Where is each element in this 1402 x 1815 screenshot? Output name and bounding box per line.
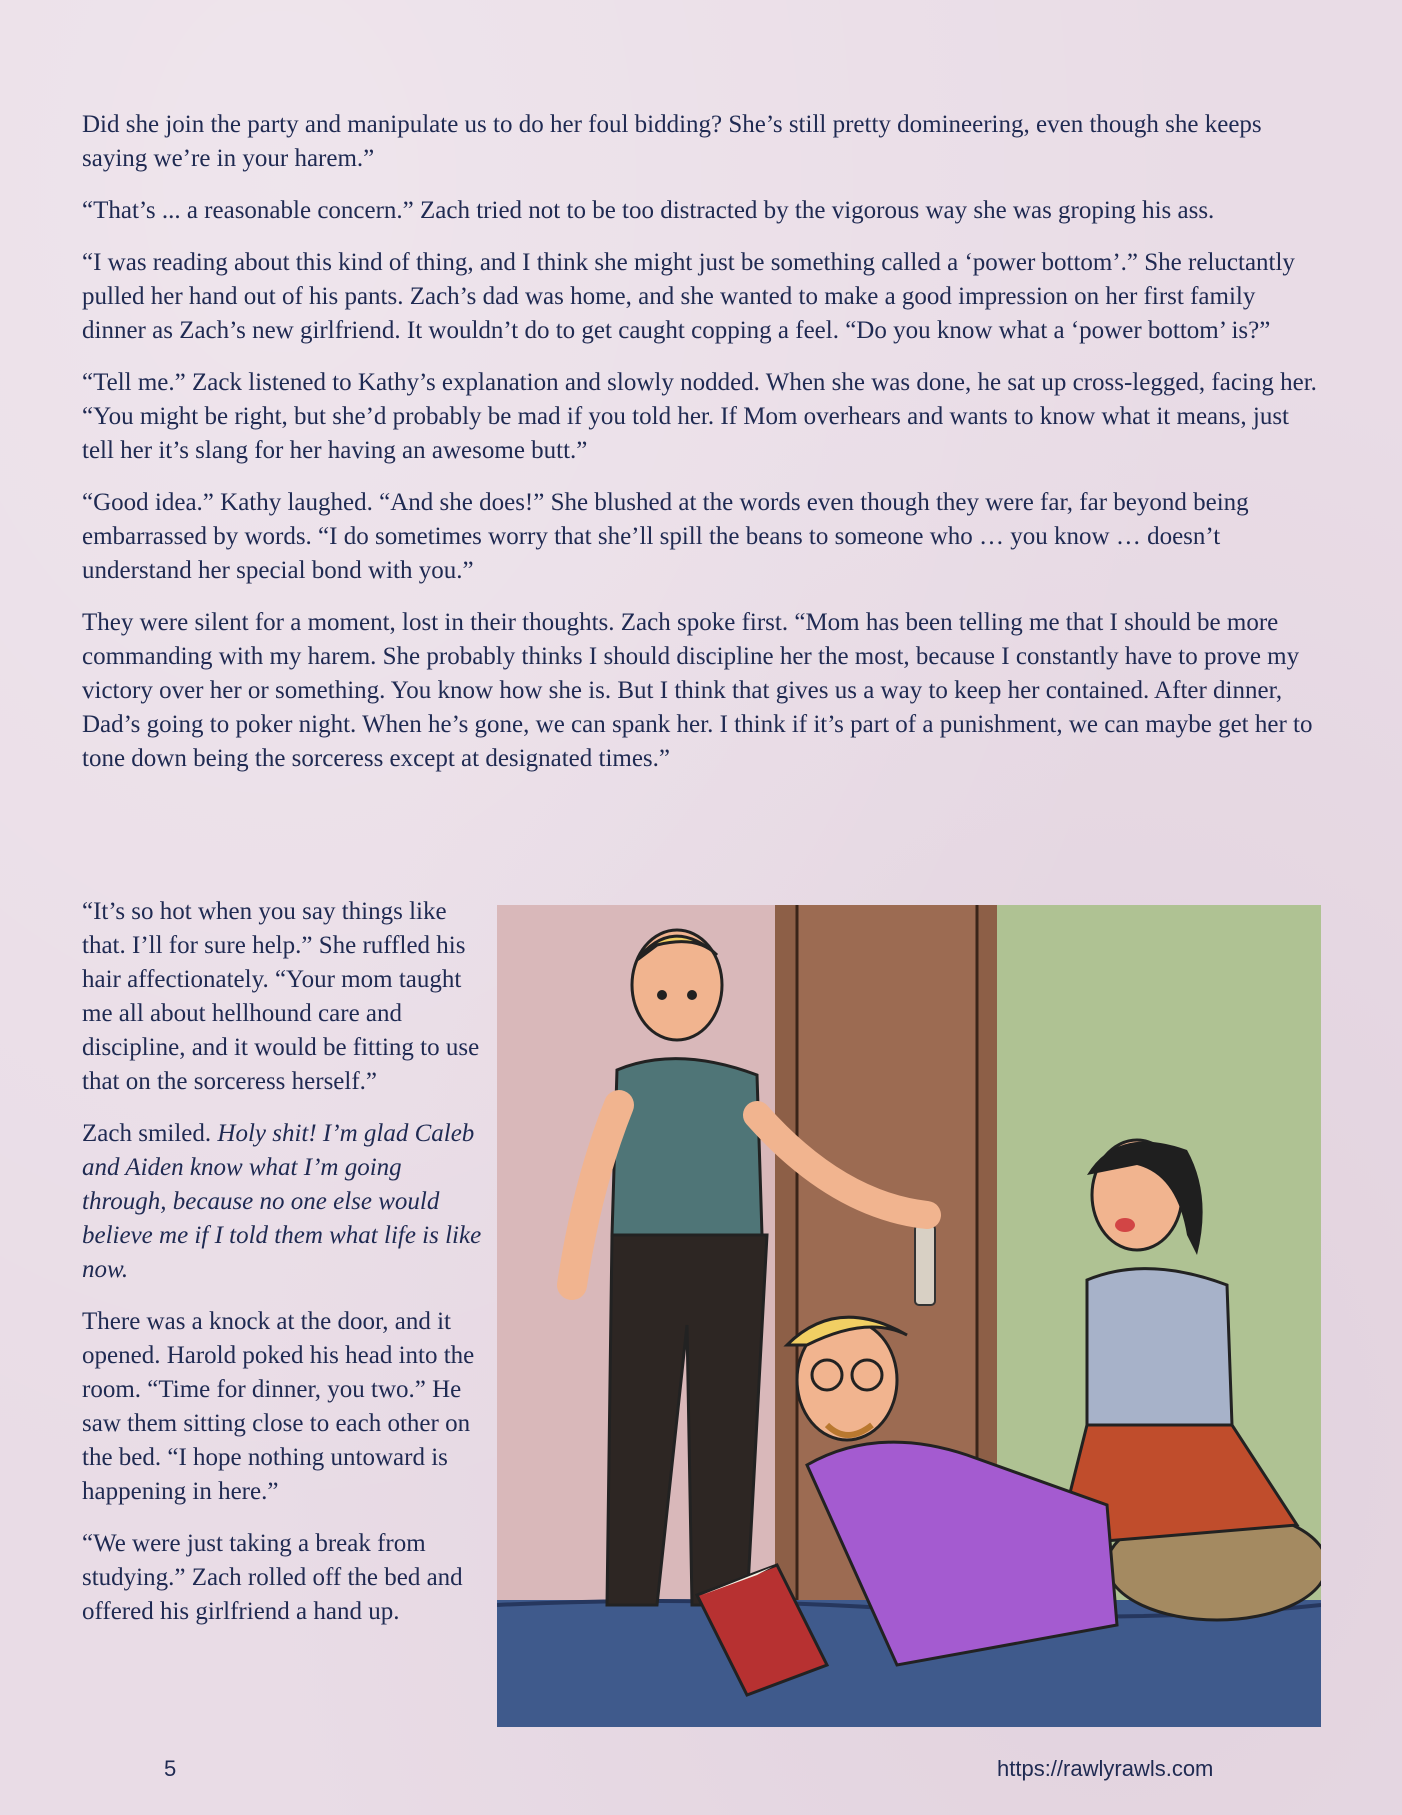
main-text: [82, 108, 1322, 794]
paragraph-plain: Zach smiled.: [82, 1120, 218, 1147]
paragraph: “Tell me.” Zack listened to Kathy’s explanation and slowly nodded. When she was done, he sat up cross-legged, facing her. “You might be right, but she’d probably be mad if you told her. If Mom overhears and wants to know what it means, just tell her it’s slang for her having an awesome butt.”: [82, 369, 1317, 464]
paragraph-italic-thought: Holy shit! I’m glad Caleb and Aiden know what I’m going through, because no one else would believe me if I told them what life is like now.: [82, 1120, 482, 1283]
paragraph: “We were just taking a break from studying.” Zach rolled off the bed and offered his girlfriend a hand up.: [82, 1530, 463, 1625]
paragraph: Did she join the party and manipulate us to do her foul bidding? She’s still pretty domineering, even though she keeps saying we’re in your harem.”: [82, 111, 1262, 172]
paragraph: [82, 1117, 482, 1287]
paragraph: There was a knock at the door, and it opened. Harold poked his head into the room. “Time for dinner, you two.” He saw them sitting close to each other on the bed. “I hope nothing untoward is happening in here.”: [82, 1308, 475, 1505]
paragraph: “It’s so hot when you say things like that. I’ll for sure help.” She ruffled his hair affectionately. “Your mom taught me all about hellhound care and discipline, and it would be fitting to use that on the sorceress herself.”: [82, 898, 480, 1095]
page-number: 5: [164, 1756, 177, 1781]
comic-illustration: [497, 905, 1321, 1727]
left-column: [82, 895, 482, 1647]
footer-url-link[interactable]: https://rawlyrawls.com: [997, 1756, 1214, 1781]
paragraph: “I was reading about this kind of thing, and I think she might just be something called a ‘power bottom’.” She reluctantly pulled her hand out of his pants. Zach’s dad was home, and she wanted to make a good impression on her first family dinner as Zach’s new girlfriend. It wouldn’t do to get caught copping a feel. “Do you know what a ‘power bottom’ is?”: [82, 249, 1295, 344]
paragraph: They were silent for a moment, lost in their thoughts. Zach spoke first. “Mom has been telling me that I should be more commanding with my harem. She probably thinks I should discipline her the most, because I constantly have to prove my victory over her or something. You know how she is. But I think that gives us a way to keep her contained. After dinner, Dad’s going to poker night. When he’s gone, we can spank her. I think if it’s part of a punishment, we can maybe get her to tone down being the sorceress except at designated times.”: [82, 609, 1313, 772]
paragraph: “That’s ... a reasonable concern.” Zach tried not to be too distracted by the vigorous way she was groping his ass.: [82, 197, 1215, 224]
lower-section: [82, 895, 1322, 1735]
paragraph: “Good idea.” Kathy laughed. “And she does!” She blushed at the words even though they were far, far beyond being embarrassed by words. “I do sometimes worry that she’ll spill the beans to someone who … you know … doesn’t understand her special bond with you.”: [82, 489, 1249, 584]
